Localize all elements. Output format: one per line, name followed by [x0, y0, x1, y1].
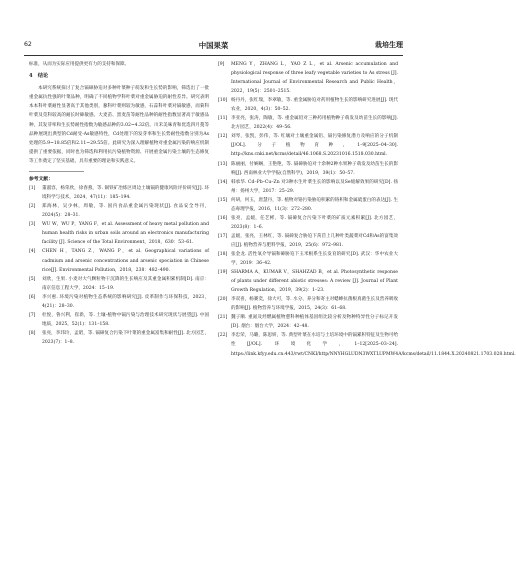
reference-number: [9] — [218, 62, 225, 67]
reference-item — [29, 311, 209, 329]
reference-number: [20] — [218, 297, 228, 303]
reference-text: 张亮，李玮玲，孟昭，等. 镉砷复合污染下叶菜的重金属富集和耐性[J]. 北方园艺，2023(7)：1–8. — [42, 330, 209, 345]
reference-number: [7] — [29, 312, 36, 318]
reference-text: 刘琴，张凯，彭伟，等. 红壤对土壤重金属铅、镉污染修复潜力及响应的分子机制[J/OL]. 分子植物育种，1–9[2025–04–30]. http://kns.cnki.net/kcms/detail/46.1068.S.20231016.1518.030.html. — [231, 134, 398, 158]
reference-number: [4] — [29, 249, 36, 255]
reference-text: 魏子顺. 重氮及烃燃属植物蒽科种植体基因组比较分析及物种特异性分子标记开发[D]. 烟台：烟台大学，2024：42–48. — [231, 315, 398, 330]
reference-number: [11] — [218, 116, 228, 122]
reference-number: [1] — [29, 186, 36, 192]
reference-number: [6] — [29, 294, 36, 300]
reference-item — [29, 247, 209, 274]
section-name: 栽培生理 — [375, 40, 403, 49]
reference-item — [218, 295, 398, 313]
reference-number: [10] — [218, 98, 228, 104]
reference-text: SHARMA A，KUMAR V，SHAHZAD B，et al. Photosynthetic response of plants under different abiotic stresses: A review [J]. Journal of Plant Growth Regulation，2019，39(2)：1–23. — [231, 270, 398, 294]
reference-item — [218, 160, 398, 178]
journal-name: 中国果菜 — [198, 41, 229, 50]
reference-item — [218, 114, 398, 132]
reference-number: [19] — [218, 270, 228, 276]
reference-text: 杨丹丹，张红瑞，李翠敏，等. 重金属胁迫对药用植物生长的影响研究进展[J]. 现代农业，2020，4(3)：50–52. — [231, 98, 398, 113]
reference-item — [218, 268, 398, 295]
reference-text: 郑海林，吴少林，周敏，等. 国内食品重金属污染现状[J]. 食品安全导刊，2024(5)：28–31. — [42, 204, 209, 219]
reference-item — [218, 250, 398, 268]
reference-item — [218, 232, 398, 250]
reference-item — [29, 329, 209, 347]
reference-text: WU W，WU P，YANG F，et al. Assessment of heavy metal pollution and human health risks in urban soils around an electronics manufacturing facility [J]. Science of the Total Environment，2018，630：53–61. — [42, 222, 209, 246]
reference-item — [218, 331, 516, 358]
reference-text: 李忠荣，马璐，陈思妍，等. 典型叶菜在水培与土培环境中的镉累积特征及生物可给性[J/OL]. 环境化学，1–12[2025–03–24]. https://link.kfyy.edu.cn:443/rwt/CNKI/http/NNYHGLUDN3WXTLUPMW4A/kcms/detail/11.1844.X.20240821.1703.028.html. — [231, 333, 516, 357]
conclusion-heading: 4 结论 — [29, 73, 49, 80]
reference-text: 张亮，孟媛，任艺彬，等. 镉砷复合污染下叶菜的矿质元素积累[J]. 北方园艺，2023(8)：1–6. — [231, 215, 398, 230]
reference-text: 刘欣，生果. 小麦对大气颗粒物干沉降的生长响应及其重金属积累机制[D]. 南京：南京信息工程大学，2024：15–19. — [42, 276, 209, 291]
reference-number: [8] — [29, 330, 36, 336]
reference-number: [12] — [218, 134, 228, 140]
reference-number: [15] — [218, 197, 228, 203]
reference-item — [29, 275, 209, 293]
running-header — [24, 40, 403, 53]
reference-number: [18] — [218, 251, 228, 257]
reference-list-right — [218, 60, 516, 359]
reference-number: [3] — [29, 222, 36, 228]
reference-number: [14] — [218, 179, 228, 185]
references-divider — [29, 171, 84, 172]
reference-text: MENG Y，ZHANG L，YAO Z L，et al. Arsenic accumulation and physiological response of three leafy vegetable varieties to As stress [J]. International Journal of Environmental Research and Public Health，2022，19(5)：2501–2515. — [231, 62, 398, 95]
reference-text: CHEN H，TANG Z，WANG P，et al. Geographical variations of cadmium and arsenic concentrations and arsenic speciation in Chinese rice[J]. Environmental Pollution，2018，238：482–490. — [42, 249, 209, 273]
reference-number: [21] — [218, 315, 228, 321]
reference-number: [16] — [218, 215, 228, 221]
reference-item — [29, 202, 209, 220]
reference-text: 张金龙. 活性氧介导镉和砷胁迫下玉米根系生长发育的研究[D]. 武汉：华中农业大学，2019：36–42. — [231, 251, 398, 267]
references-heading: 参考文献： — [29, 176, 53, 183]
left-column — [29, 60, 209, 347]
reference-text: 陈丽丽，付娴娴，王艳艳，等. 镉砷胁迫对十余种2种水果种子萌发及幼苗生长的影响[J]. 西南林业大学学报(自然科学)，2019，39(1)：50–57. — [231, 161, 398, 176]
reference-item — [218, 313, 398, 331]
intro-paragraph: 标准，从而为实际应用提供更有力的支持和保障。 — [29, 62, 130, 67]
reference-item — [218, 178, 398, 196]
reference-item — [218, 96, 398, 114]
reference-number: [22] — [218, 333, 228, 339]
reference-text: 杜悦，鲁兴利，崔新，等. 土壤-植物中镉污染与治理技术研究现状与展望[J]. 中国地质，2025，52(1)：131–158. — [42, 312, 209, 327]
reference-text: 孟媛，张亮，王林红，等. 镉砷复合胁迫下莴苣上几种叶类蔬菜对Cd和As的富集效应[J]. 植物营养与肥料学报，2019，25(6)：972–981. — [231, 233, 398, 248]
reference-item — [29, 293, 209, 311]
reference-number: [13] — [218, 161, 228, 167]
right-column — [218, 60, 516, 359]
reference-number: [17] — [218, 233, 228, 239]
reference-item — [218, 60, 398, 96]
reference-item — [29, 220, 209, 247]
reference-number: [2] — [29, 204, 36, 210]
reference-text: 董淑容，杨荣欣，徐春燕，等. 铜铁矿冶炼区周边土壤镉的健康风险评价研究[J]. 环境科学与技术，2024，47(11)：185–194. — [42, 186, 209, 201]
reference-text: 李兴惠. 环境污染对植物生态系统的影响研究[J]. 皮革制作与环保科技，2023，4(21)：28–30. — [42, 294, 209, 309]
reference-text: 李双喜，杨赛奕，徐大可，等. 水分、养分和寄主对蟋蟀抗菌根真菌生长及营养吸收的影响[J]. 植物营养与环境学报，2015，24(3)：61–68. — [231, 297, 398, 312]
header-rule — [24, 55, 403, 56]
reference-text: 韩承华. Cd–Pb–Cu–Zn 对3种水生叶菜生长的影响以及Se缓解效果的研究[D]. 扬州：扬州大学，2017：25–29. — [231, 179, 398, 194]
page-number: 62 — [24, 41, 32, 48]
reference-item — [29, 184, 209, 202]
conclusion-paragraph: 本研究系统探讨了复合镉砷胁迫对多种叶菜种子萌发和生长势的影响，筛选出了一批重金属抗性强的叶菜品种，明确了不同植物学科叶菜对重金属胁迫的耐性差异。研究表明本本科叶菜耐性显著高于其他类别，蓼科叶菜则较为敏感，石蒜科叶菜对镉敏感，而菊科叶菜及苋科较高的耐长时砷敏感。大麦苗、黑麦苗等耐性品种的耐性指数显著高于敏感品种，其发芽率和生长势耐性指数为敏感品种的3.02~4.32倍。川禾美味青和优选四月蔓等品种展现出典型的Cd耐受-As敏感特性，Cd处理下的发芽率和生长势耐性指数分别为As处理的5.9~18.85倍和2.11~29.55倍。此研究为深入理解植物对重金属污染的响应机制提供了重要依据，同时也为筛选和利用抗污染植物资源、开展重金属污染土壤的生态修复等工作奠定了坚实基础，具有重要的理论和实践意义。 — [29, 86, 209, 164]
reference-item — [218, 196, 398, 214]
reference-number: [5] — [29, 276, 36, 282]
reference-item — [218, 214, 398, 232]
reference-text: 李亚亮，张涛，陶敏，等. 重金属铅对三种药用植物种子萌发及幼苗生长的影响[J]. 北方园艺，2022(4)：49–56. — [231, 116, 398, 131]
reference-list-left — [29, 184, 209, 347]
reference-text: 何研，何玉，唐慧丹，等. 植物对铬污染胁迫积累的铬积和金属硫蛋白的表达[J]. 生态毒理学报，2016，11(3)：272–280. — [231, 197, 398, 212]
reference-item — [218, 132, 398, 159]
